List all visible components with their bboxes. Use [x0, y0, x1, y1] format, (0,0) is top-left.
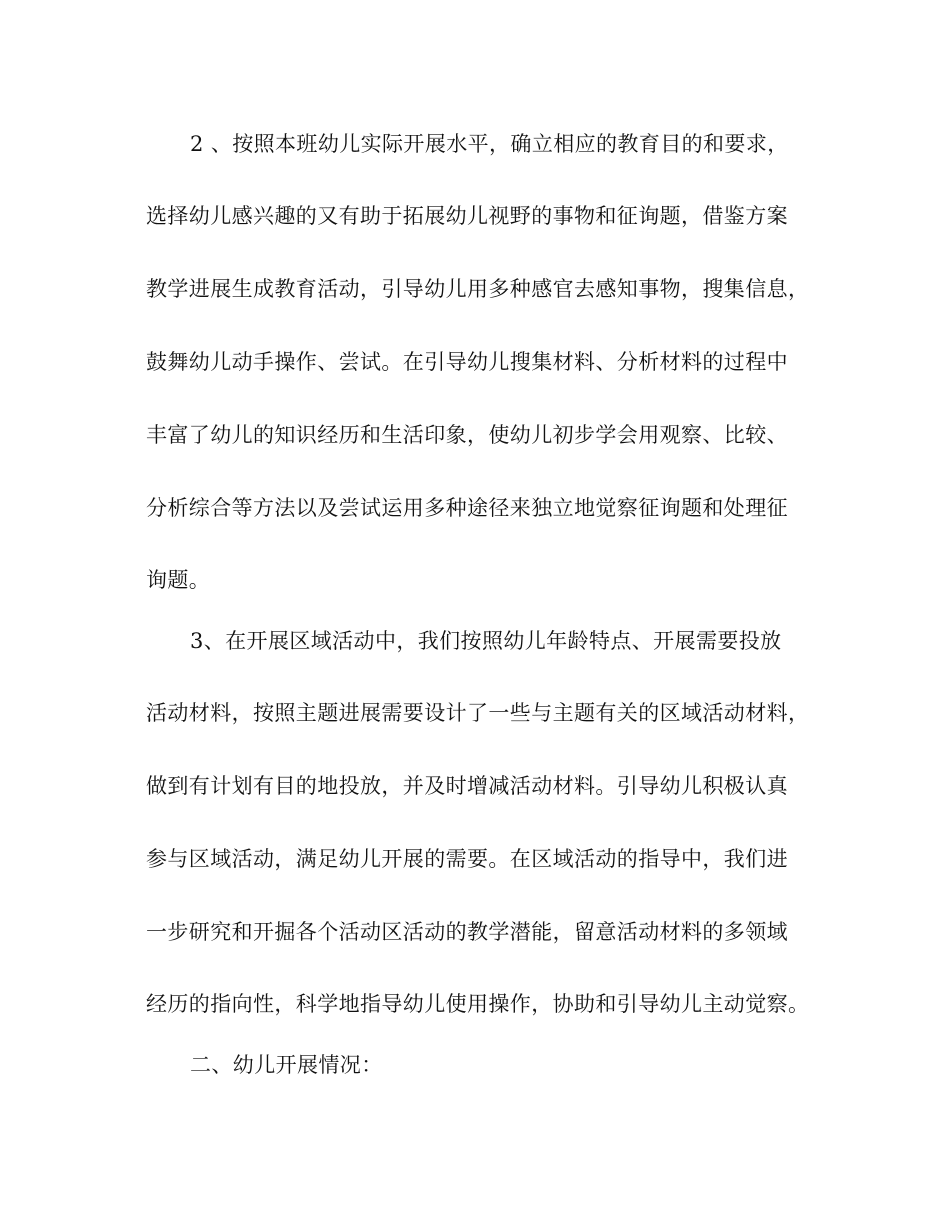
paragraph-3-line-2: 活动材料，按照主题进展需要设计了一些与主题有关的区域活动材料，	[146, 701, 810, 725]
paragraph-2-line-2: 选择幼儿感兴趣的又有助于拓展幼儿视野的事物和征询题，借鉴方案	[146, 204, 788, 228]
paragraph-2-line-3: 教学进展生成教育活动，引导幼儿用多种感官去感知事物，搜集信息，	[146, 277, 810, 301]
paragraph-2-line-6: 分析综合等方法以及尝试运用多种途径来独立地觉察征询题和处理征	[146, 496, 788, 520]
paragraph-2-line-1: 2 、按照本班幼儿实际开展水平，确立相应的教育目的和要求，	[190, 132, 789, 156]
paragraph-3-line-1: 3、在开展区域活动中，我们按照幼儿年龄特点、开展需要投放	[190, 629, 782, 653]
section-heading: 二、幼儿开展情况：	[190, 1053, 383, 1077]
paragraph-3-line-6: 经历的指向性，科学地指导幼儿使用操作，协助和引导幼儿主动觉察。	[146, 992, 810, 1016]
paragraph-3-line-4: 参与区域活动，满足幼儿开展的需要。在区域活动的指导中，我们进	[146, 847, 788, 871]
paragraph-2-line-7: 询题。	[146, 568, 211, 592]
paragraph-3-line-3: 做到有计划有目的地投放，并及时增减活动材料。引导幼儿积极认真	[146, 774, 788, 798]
paragraph-3-line-5: 一步研究和开掘各个活动区活动的教学潜能，留意活动材料的多领域	[146, 920, 788, 944]
paragraph-2-line-5: 丰富了幼儿的知识经历和生活印象，使幼儿初步学会用观察、比较、	[146, 423, 788, 447]
paragraph-2-line-4: 鼓舞幼儿动手操作、尝试。在引导幼儿搜集材料、分析材料的过程中	[146, 350, 788, 374]
